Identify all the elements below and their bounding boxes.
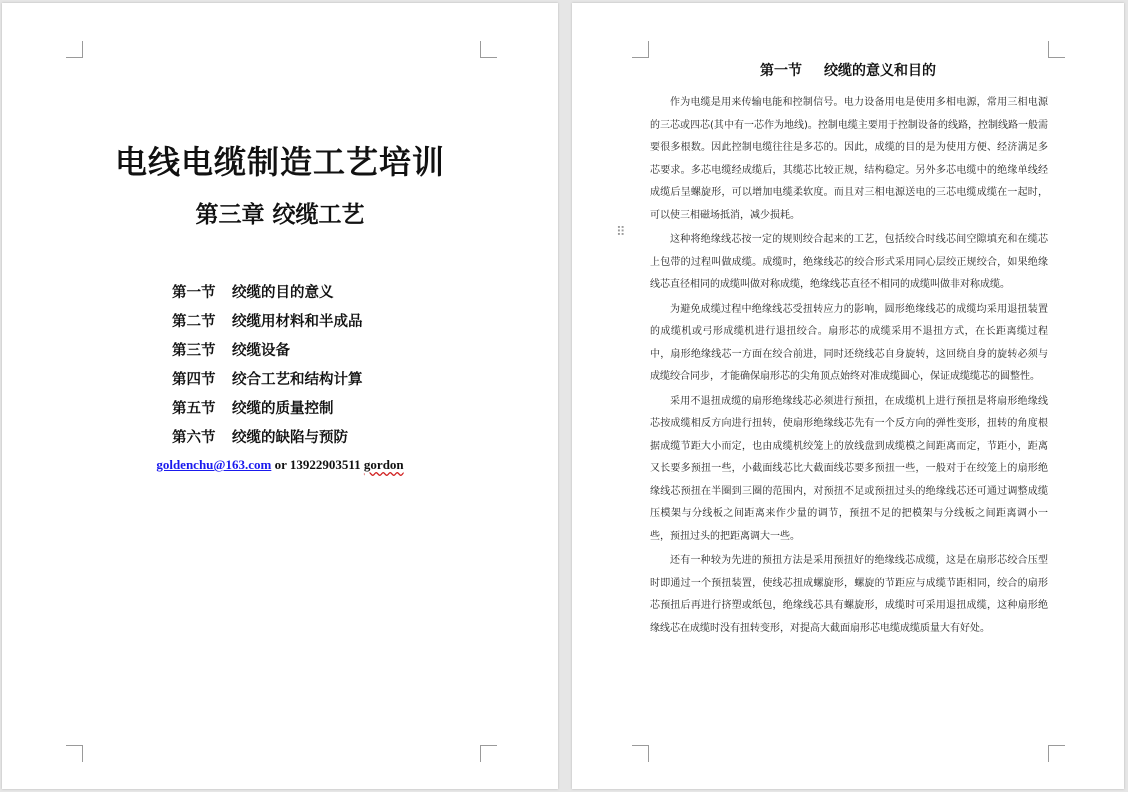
email-link[interactable]: goldenchu@163.com	[156, 457, 272, 472]
document-title: 电线电缆制造工艺培训	[114, 143, 445, 181]
toc-item-title: 绞缆的目的意义	[232, 285, 334, 301]
section-heading	[572, 60, 1124, 80]
toc-item-number: 第一节	[172, 285, 216, 301]
right-page	[572, 3, 1124, 789]
body-paragraph: 这种将绝缘线芯按一定的规则绞合起来的工艺，包括绞合时线芯间空隙填充和在缆芯上包带的过程叫做成缆。成缆时，绝缘线芯的绞合形式采用同心层绞正规绞合，如果绝缘线芯直径相同的成缆叫做对称成缆，绝缘线芯直径不相同的成缆叫做非对称成缆。	[650, 234, 1048, 290]
contact-line	[2, 457, 558, 473]
left-page	[2, 3, 558, 789]
crop-mark-top-right	[480, 41, 497, 58]
body-paragraph: 作为电缆是用来传输电能和控制信号。电力设备用电是使用多相电源，常用三相电源的三芯或四芯(其中有一芯作为地线)。控制电缆主要用于控制设备的线路，控制线路一般需要很多根数。因此控制电缆往往是多芯的。因此，成缆的目的是为使用方便、经济满足多芯要求。多芯电缆经成缆后，其缆芯比较正规，结构稳定。另外多芯电缆中的绝缘单线经成缆后呈螺旋形，可以增加电缆柔软度。而且对三相电源送电的三芯电缆成缆在一起时，可以使三相磁场抵消，减少损耗。	[650, 97, 1048, 221]
toc-item-title: 绞缆用材料和半成品	[232, 314, 363, 330]
section-body	[650, 92, 1048, 642]
table-of-contents	[172, 279, 363, 453]
crop-mark-top-right	[1048, 41, 1065, 58]
toc-item-number: 第五节	[172, 401, 216, 417]
toc-item-number: 第四节	[172, 372, 216, 388]
body-paragraph: 采用不退扭成缆的扇形绝缘线芯必须进行预扭，在成缆机上进行预扭是将扇形绝缘线芯按成缆相反方向进行扭转，使扇形绝缘线芯先有一个反方向的弹性变形，扭转的角度根据成缆节距大小而定，也由成缆机绞笼上的放线盘到成缆模之间距离而定，节距小，距离又长要多预扭一些，小截面线芯比大截面线芯要多预扭一些，一般对于在绞笼上的扇形绝缘线芯预扭在半圈到三圈的范围内，对预扭不足或预扭过头的绝缘线芯还可通过调整成缆压模架与分线板之间距离来作少量的调节，预扭不足的把模架与分线板之间距离调小一些，预扭过头的把距离调大一些。	[650, 395, 1048, 542]
crop-mark-bottom-right	[480, 745, 497, 762]
toc-item-title: 绞合工艺和结构计算	[232, 372, 363, 388]
toc-item-title: 绞缆的质量控制	[232, 401, 334, 417]
toc-item	[172, 337, 363, 366]
section-title: 绞缆的意义和目的	[824, 63, 936, 79]
toc-item-number: 第六节	[172, 430, 216, 446]
toc-item-title: 绞缆设备	[232, 343, 290, 359]
crop-mark-bottom-right	[1048, 745, 1065, 762]
chapter-subtitle: 第三章 绞缆工艺	[195, 201, 365, 228]
toc-item	[172, 279, 363, 308]
toc-item	[172, 366, 363, 395]
crop-mark-bottom-left	[66, 745, 83, 762]
toc-item	[172, 395, 363, 424]
section-number: 第一节	[760, 63, 802, 79]
toc-item-number: 第三节	[172, 343, 216, 359]
toc-item	[172, 308, 363, 337]
body-paragraph: 为避免成缆过程中绝缘线芯受扭转应力的影响，圆形绝缘线芯的成缆均采用退扭装置的成缆机或弓形成缆机进行退扭绞合。扇形芯的成缆采用不退扭方式，在长距离缆过程中，扇形绝缘线芯一方面在绞合前进，同时还绕线芯自身旋转，这回绕自身的旋转必须与成缆绞合同步，才能确保扇形芯的尖角顶点始终对准成缆圆心，保证成缆缆芯的圆整性。	[650, 303, 1048, 382]
body-paragraph: 还有一种较为先进的预扭方法是采用预扭好的绝缘线芯成缆，这是在扇形芯绞合压型时即通过一个预扭装置，使线芯扭成螺旋形，螺旋的节距应与成缆节距相同，绞合的扇形芯预扭后再进行挤塑或纸包，绝缘线芯具有螺旋形，成缆时可采用退扭成缆，这种扇形绝缘线芯在成缆时没有扭转变形，对提高大截面扇形芯电缆成缆质量大有好处。	[650, 555, 1048, 634]
toc-item	[172, 424, 363, 453]
toc-item-number: 第二节	[172, 314, 216, 330]
toc-item-title: 绞缆的缺陷与预防	[232, 430, 348, 446]
contact-name: gordon	[363, 457, 404, 472]
paragraph-drag-handle-icon[interactable]: ⠿	[616, 225, 626, 240]
crop-mark-top-left	[66, 41, 83, 58]
crop-mark-bottom-left	[632, 745, 649, 762]
contact-phone: or 13922903511	[271, 457, 364, 472]
crop-mark-top-left	[632, 41, 649, 58]
